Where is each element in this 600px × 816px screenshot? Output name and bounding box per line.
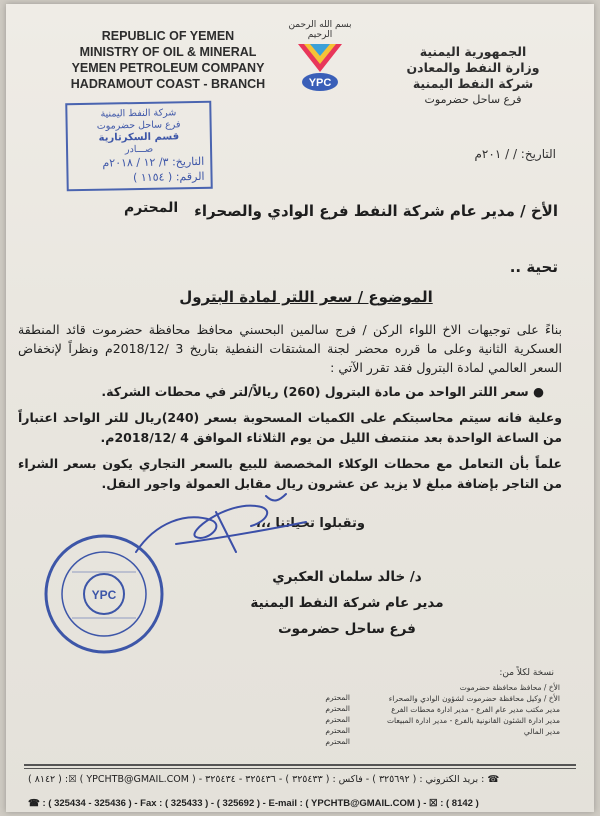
- addressee: الأخ / مدير عام شركة النفط فرع الوادي والصحراء: [194, 202, 558, 220]
- date-line: التاريخ: / / ٢٠١م: [474, 147, 556, 161]
- letterhead-line: فرع ساحل حضرموت: [424, 93, 522, 106]
- closing-line: وتقبلوا تحياتنا ،،،: [256, 516, 365, 531]
- footer-divider: [24, 768, 576, 769]
- stamp-date: التاريخ: ٣/ ١٢ / ٢٠١٨م: [102, 154, 205, 170]
- cc-item: الأخ / وكيل محافظة حضرموت لشؤون الوادي والصحراء: [388, 694, 560, 703]
- footer-english-contacts: ☎ : ( 325434 - 325436 ) - Fax : ( 325433 ) - ( 325692 ) - E-mail : ( YPCHTB@GMAIL.COM ) - ☒ : ( 8142 ): [28, 798, 479, 809]
- cc-item: مدير مكتب مدير عام الفرع - مدير ادارة محطات الفرع: [391, 705, 560, 714]
- signatory-branch: فرع ساحل حضرموت: [278, 621, 416, 637]
- signatory-title: مدير عام شركة النفط اليمنية: [250, 595, 444, 611]
- stamp-number: الرقم: ( ١١٥٤ ): [132, 169, 205, 185]
- respect-title: المحترم: [124, 200, 179, 216]
- outgoing-stamp: [65, 101, 213, 192]
- agents-note: علماً بأن التعامل مع محطات الوكلاء المخصصة للبيع بالسعر التجاري يكون بسعر الشراء من التاجر بإضافة مبلغ لا يزيد عن عشرون ريال مقابل العمولة واجور النقل.: [18, 456, 562, 491]
- price-bullet: [24, 384, 544, 399]
- bullet-icon: ●: [528, 384, 544, 399]
- letter-page: [6, 4, 594, 812]
- cc-mark: المحترم: [325, 715, 350, 724]
- cc-list: [350, 682, 560, 737]
- signature-block: [242, 564, 452, 642]
- official-seal: [42, 532, 166, 656]
- bullet-text: سعر اللتر الواحد من مادة البترول (260) ريالاً/لتر في محطات الشركة.: [101, 384, 529, 399]
- letterhead-line: الجمهورية اليمنية: [419, 44, 527, 59]
- english-letterhead: [68, 28, 268, 92]
- stamp-line: صـــادر: [124, 143, 154, 156]
- arabic-letterhead: [388, 44, 558, 108]
- cc-respect-marks: [310, 692, 350, 747]
- cc-title: نسخة لكلاً من:: [499, 668, 554, 678]
- letterhead-line: شركة النفط اليمنية: [412, 76, 534, 91]
- stamp-line: قسم السكرتارية: [98, 131, 180, 144]
- greeting: تحية ..: [509, 258, 558, 276]
- basmala: بسم الله الرحمن الرحيم: [288, 20, 352, 40]
- cc-mark: المحترم: [325, 704, 350, 713]
- cc-mark: المحترم: [325, 693, 350, 702]
- stamp-line: فرع ساحل حضرموت: [96, 119, 181, 132]
- seal-center-text: YPC: [91, 588, 117, 602]
- cc-mark: المحترم: [325, 726, 350, 735]
- company-logo: [280, 22, 360, 102]
- letterhead-line: HADRAMOUT COAST - BRANCH: [70, 77, 266, 91]
- letterhead-line: MINISTRY OF OIL & MINERAL: [79, 45, 257, 59]
- cc-item: مدير المالي: [523, 727, 560, 736]
- letterhead-line: REPUBLIC OF YEMEN: [101, 29, 235, 43]
- billing-note: وعلية فانه سيتم محاسبتكم على الكميات المسحوبة بسعر (240)ريال للتر الواحد اعتباراً من الساعة الواحدة بعد منتصف الليل من يوم الثلاثاء الموافق 4 /2018/12م.: [18, 410, 562, 445]
- signatory-name: د/ خالد سلمان العكبري: [272, 569, 422, 585]
- cc-item: الأخ / محافظ محافظة حضرموت: [459, 683, 560, 692]
- logo-text: YPC: [308, 77, 332, 89]
- body-paragraph: بناءً على توجيهات الاخ اللواء الركن / فرج سالمين البحسني محافظ محافظة حضرموت قائد المنطقة العسكرية الثانية وعلى ما قرره محضر لجنة المشتقات النفطية بتاريخ 3 /2018/12م ونظراً لإنخفاض السعر العالمي لمادة البترول فقد تقرر الآتي :: [18, 322, 563, 375]
- footer-divider: [24, 764, 576, 766]
- subject-line: الموضوع / سعر اللتر لمادة البترول: [179, 288, 433, 306]
- letterhead-line: YEMEN PETROLEUM COMPANY: [71, 61, 265, 75]
- stamp-line: شركة النفط اليمنية: [100, 107, 177, 120]
- letterhead-line: وزارة النفط والمعادن: [406, 60, 540, 75]
- footer-arabic-contacts: ( ٨١٤٢ ) :☒ ( YPCHTB@GMAIL.COM ) - بريد الكتروني : ( ٣٢٥٦٩٢ ) - فاكس : ( ٣٢٥٤٣٣ ) - ٣٢٥٤٣٦ - ٣٢٥٤٣٤ : ☎: [28, 774, 500, 785]
- cc-mark: المحترم: [325, 737, 350, 746]
- cc-item: مدير ادارة الشئون القانونية بالفرع - مدير ادارة المبيعات: [386, 716, 560, 725]
